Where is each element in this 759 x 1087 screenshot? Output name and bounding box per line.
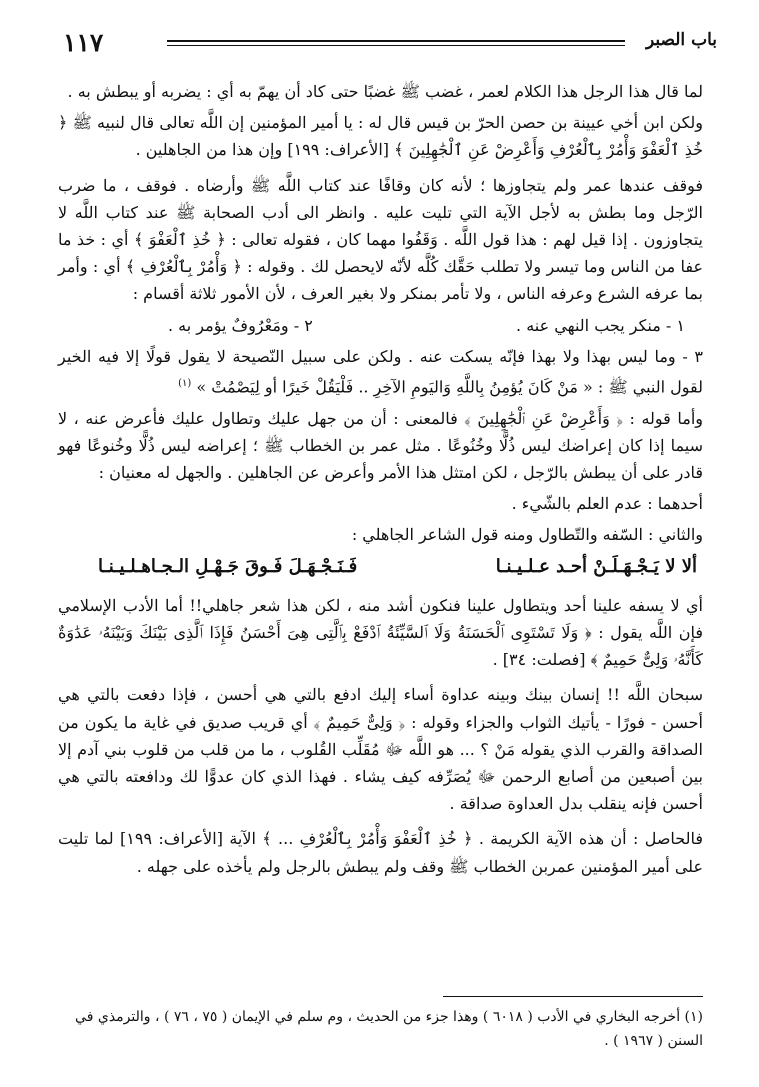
chapter-title: باب الصبر [646, 30, 717, 50]
paragraph [58, 343, 703, 401]
paragraph-text: ٣ - وما ليس بهذا ولا بهذا فإنّه يسكت عنه . ولكن على سبيل النّصيحة لا يقول قولًا إلا فيه الخير لقول النبي ﷺ : « مَنْ كَانَ يُؤمِنُ بِاللَّهِ وَاليَومِ الآخِرِ .. فَلْيَقُلْ خَيرًا أو لِيَصْمُتْ » [58, 346, 703, 397]
list-item: ١ - منكر يجب النهي عنه . [516, 315, 685, 335]
page-header [55, 28, 717, 58]
footnote-separator [443, 996, 703, 997]
paragraph: فوقف عندها عمر ولم يتجاوزها ؛ لأنه كان وقافًا عند كتاب اللَّه ﷺ وأرضاه . فوقف ، ما ضرب الرّجل وما بطش به لأجل الآية التي تليت عليه . وانظر الى أدب الصحابة ﷺ عند كتاب اللَّه لا يتجاوزون . إذا قيل لهم : هذا قول اللَّه . وَقَفُوا مهما كان ، فقوله تعالى : ﴿ خُذِ ٱلْعَفْوَ ﴾ أي : خذ ما عفا من الناس وما تيسر ولا تطلب حَقَّك كُلَّه لأنّه لايحصل لك . وقوله : ﴿ وَأْمُرْ بِٱلْعُرْفِ ﴾ أي : وأمر بما عرفه الشرع وعرفه الناس ، ولا تأمر بمنكر ولا بغير العرف ، لأن الأمور ثلاثة أقسام : [58, 175, 703, 304]
poem-hemistich-second: فَـنَـجْـهَـلَ فَـوقَ جَـهْـلِ الـجـاهـلـيـنـا [98, 555, 358, 577]
list-item: ٢ - ومَعْرُوفٌ يؤمر به . [168, 315, 313, 335]
page-body [58, 78, 703, 884]
categories-list [58, 312, 703, 339]
paragraph: وأما قوله : ﴿ وَأَعْرِضْ عَنِ ٱلْجَٰهِلِينَ ﴾ فالمعنى : أن من جهل عليك وتطاول عليك فأعرض عنه ، لا سيما إذا كان إعراضك ليس ذُلًّا وخُنُوعًا . مثل عمر بن الخطاب ﷺ ؛ إعراضه ليس ذُلًّا وخُنوعًا فهو قادر على أن يبطش بالرّجل ، لكن امتثل هذا الأمر وأعرض عن الجاهلين . والجهل له معنيان : [58, 408, 704, 482]
paragraph: أي لا يسفه علينا أحد ويتطاول علينا فنكون أشد منه ، لكن هذا شعر جاهلي!! أما الأدب الإسلامي فإن اللَّه يقول : ﴿ وَلَا تَسْتَوِى ٱلْحَسَنَةُ وَلَا ٱلسَّيِّئَةُ ٱدْفَعْ بِٱلَّتِى هِىَ أَحْسَنُ فَإِذَا ٱلَّذِى بَيْنَكَ وَبَيْنَهُۥ عَدَٰوَةٌ كَأَنَّهُۥ وَلِىٌّ حَمِيمٌ ﴾ [فصلت: ٣٤] . [58, 595, 703, 670]
footnote-reference: (١) [178, 378, 192, 390]
paragraph: والثاني : السّفه والتّطاول ومنه قول الشاعر الجاهلي : [351, 525, 703, 545]
poem-verse [58, 553, 703, 580]
paragraph: ولكن ابن أخي عيينة بن حصن الحرّ بن قيس قال له : يا أمير المؤمنين إن اللَّه تعالى قال لنبيه ﷺ ﴿ خُذِ ٱلْعَفْوَ وَأْمُرْ بِٱلْعُرْفِ وَأَعْرِضْ عَنِ ٱلْجَٰهِلِينَ ﴾ [الأعراف: ١٩٩] وإن هذا من الجاهلين . [58, 113, 703, 160]
paragraph: لما قال هذا الرجل هذا الكلام لعمر ، غضب ﷺ غضبًا حتى كاد أن يهمّ به أي : يضربه أو يبطش به . [67, 82, 703, 101]
paragraph: فالحاصل : أن هذه الآية الكريمة . ﴿ خُذِ ٱلْعَفْوَ وَأْمُرْ بِٱلْعُرْفِ ... ﴾ الآية [الأعراف: ١٩٩] لما تليت على أمير المؤمنين عمربن الخطاب ﷺ وقف ولم يبطش بالرجل ولم يأخذه على جهله . [58, 829, 704, 876]
paragraph: أحدهما : عدم العلم بالشّيء . [511, 494, 703, 514]
page-number: ١١٧ [63, 28, 104, 57]
poem-hemistich-first: ألا لا يَـجْـهَـلَـنْ أحـد عـلـيـنـا [495, 555, 697, 577]
header-rule [167, 40, 625, 46]
paragraph: سبحان اللَّه !! إنسان بينك وبينه عداوة أساء إليك ادفع بالتي هي أحسن ، فإذا دفعت بالتي هي أحسن - فورًا - يأتيك الثواب والجزاء وقوله : ﴿ وَلِىٌّ حَمِيمٌ ﴾ أي قريب صديق في غاية ما يكون من الصداقة والقرب الذي يقوله مَنْ ؟ ... هو اللَّه ﷻ مُقَلِّب القُلوب ، ما من قلب من قلوب بني آدم إلا بين أصبعين من أصابع الرحمن ﷻ يُصَرِّفه كيف يشاء . فهذا الذي كان عدوًّا لك ودافعته بالتي هي أحسن فإنه ينقلب بدل العداوة صداقة . [58, 685, 703, 814]
footnotes [58, 1005, 703, 1053]
footnote: (١) أخرجه البخاري في الأدب ( ٦٠١٨ ) وهذا جزء من الحديث ، وم سلم في الإيمان ( ٧٥ ، ٧٦ ) ، والترمذي في السنن ( ١٩٦٧ ) . [75, 1009, 703, 1049]
